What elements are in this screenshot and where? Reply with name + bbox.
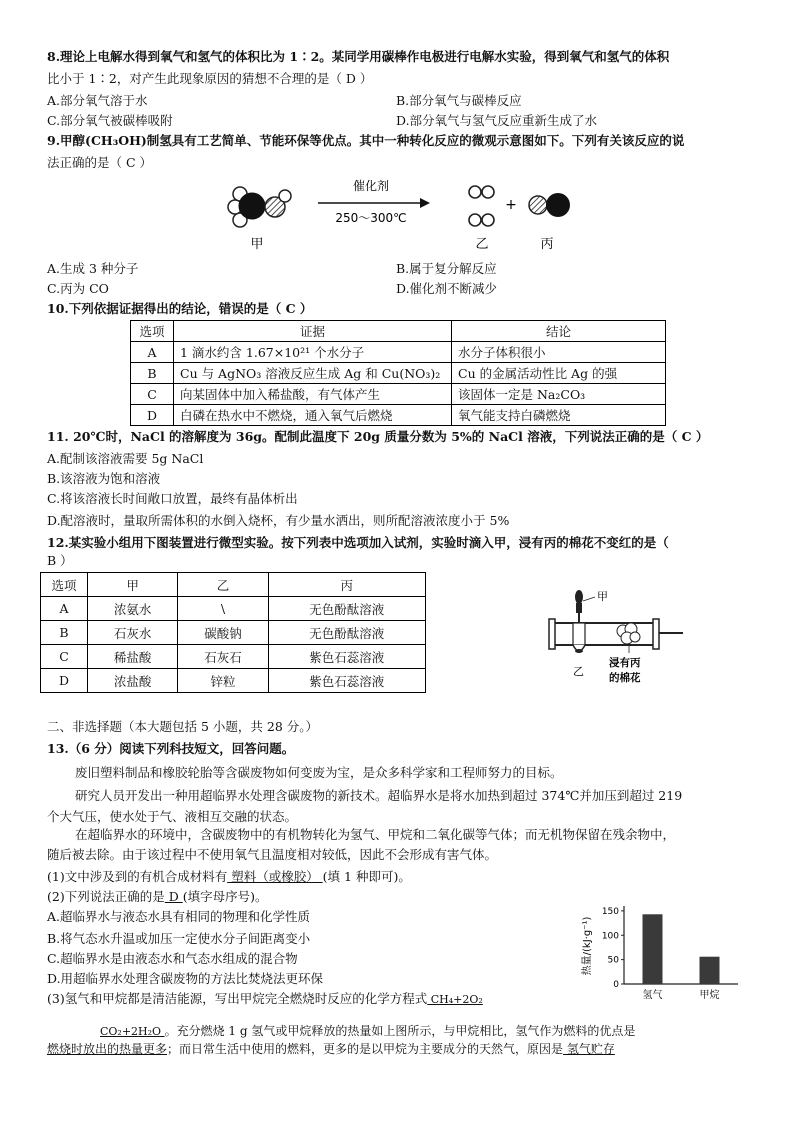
q13-paragraph-3-line2: 随后被去除。由于该过程中不使用氧气且温度相对较低，因此不会形成有害气体。: [47, 847, 498, 862]
table-cell: A: [131, 342, 174, 363]
y-tick-label: 150: [601, 906, 619, 917]
q12-stem-line2: B ）: [47, 553, 73, 568]
table-row: [131, 405, 666, 426]
q9-option-d: D.催化剂不断减少: [396, 281, 498, 296]
q9-option-c: C.丙为 CO: [47, 281, 109, 296]
y-tick-label: 0: [613, 980, 619, 990]
q8-stem-line2: 比小于 1∶2，对产生此现象原因的猜想不合理的是（ D ）: [47, 71, 373, 86]
table-cell: 向某固体中加入稀盐酸，有气体产生: [174, 384, 452, 405]
q13-sub3-text: (3)氢气和甲烷都是清洁能源，写出甲烷完全燃烧时反应的化学方程式: [47, 991, 428, 1006]
table-header-cell: 丙: [268, 573, 425, 597]
table-cell: B: [131, 363, 174, 384]
table-row: [131, 384, 666, 405]
table-row: [41, 621, 426, 645]
label-bing: 丙: [540, 237, 554, 252]
q13-sub1: [47, 868, 411, 886]
x-tick-label: 氢气: [642, 990, 663, 1001]
q13-stem: 13.（6 分）阅读下列科技短文，回答问题。: [47, 741, 295, 756]
q9-stem-line1: 9.甲醇(CH₃OH)制氢具有工艺简单、节能环保等优点。其中一种转化反应的微观示意图如下。下列有关该反应的说: [47, 133, 685, 148]
table-header-row: [131, 321, 666, 342]
q13-option-d: D.用超临界水处理含碳废物的方法比焚烧法更环保: [47, 971, 324, 986]
q9-reaction-diagram: [220, 176, 590, 256]
table-cell: 无色酚酞溶液: [268, 597, 425, 621]
hydrogen-molecules-icon: [469, 186, 494, 226]
q9-option-b: B.属于复分解反应: [396, 261, 497, 276]
q13-sub3-answer-advantage: 燃烧时放出的热量更多: [47, 1042, 168, 1056]
q12-table: [40, 572, 426, 693]
q11-option-d: D.配溶液时，量取所需体积的水倒入烧杯，有少量水洒出，则所配溶液浓度小于 5%: [47, 513, 510, 528]
arrow-head-icon: [420, 198, 430, 208]
q8-stem-line1: 8.理论上电解水得到氧气和氢气的体积比为 1∶2。某同学用碳棒作电极进行电解水实验，得到氧气和氢气的体积: [47, 49, 670, 64]
label-yi: 乙: [475, 237, 489, 252]
table-cell: 碳酸钠: [178, 621, 268, 645]
q13-paragraph-3-line1: 在超临界水的环境中，含碳废物中的有机物转化为氢气、甲烷和二氧化碳等气体；而无机物保留在残余物中，: [75, 827, 676, 842]
q13-sub1-suffix: (填 1 种即可)。: [322, 869, 411, 884]
q8-option-d: D.部分氧气与氢气反应重新生成了水: [396, 113, 598, 128]
table-cell: 白磷在热水中不燃烧，通入氧气后燃烧: [174, 405, 452, 426]
q13-sub3-mid: 。充分燃烧 1 g 氢气或甲烷释放的热量如上图所示，与甲烷相比，氢气作为燃料的优点是: [164, 1024, 636, 1038]
table-cell: 锌粒: [178, 669, 268, 693]
fig-label-yi: 乙: [573, 665, 584, 678]
table-cell: 紫色石蕊溶液: [268, 669, 425, 693]
q13-sub2-text: (2)下列说法正确的是: [47, 889, 165, 904]
table-row: [131, 363, 666, 384]
table-cell: \: [178, 597, 268, 621]
table-cell: 浓氨水: [88, 597, 178, 621]
plus-sign: +: [505, 197, 517, 213]
q10-stem: 10.下列依据证据得出的结论，错误的是（ C ）: [47, 301, 313, 316]
heat-bar-chart: [576, 896, 746, 1016]
q9-option-a: A.生成 3 种分子: [47, 261, 139, 276]
table-cell: 水分子体积很小: [452, 342, 666, 363]
q13-sub3: [47, 990, 483, 1009]
table-cell: C: [131, 384, 174, 405]
q13-sub3-equation-right: CO₂+2H₂O: [100, 1025, 165, 1038]
table-cell: A: [41, 597, 88, 621]
temperature-label: 250～300℃: [335, 211, 407, 225]
q11-stem: 11. 20℃时，NaCl 的溶解度为 36g。配制此温度下 20g 质量分数为 5%的 NaCl 溶液，下列说法正确的是（ C ）: [47, 429, 709, 444]
table-cell: 无色酚酞溶液: [268, 621, 425, 645]
y-tick-label: 100: [601, 931, 619, 942]
y-tick-label: 50: [607, 955, 619, 966]
part2-title: 二、非选择题（本大题包括 5 小题，共 28 分。）: [47, 719, 319, 734]
x-tick-label: 甲烷: [699, 990, 720, 1001]
q13-sub2: [47, 888, 267, 906]
table-cell: 紫色石蕊溶液: [268, 645, 425, 669]
table-cell: C: [41, 645, 88, 669]
q13-paragraph-2-line2: 个大气压，使水处于气、液相互交融的状态。: [47, 809, 298, 824]
table-row: [41, 669, 426, 693]
q13-option-b: B.将气态水升温或加压一定使水分子间距离变小: [47, 931, 311, 946]
table-cell: D: [41, 669, 88, 693]
methanol-molecule-icon: [228, 187, 291, 227]
y-axis-label: 热量/(kJ·g⁻¹): [582, 916, 593, 976]
q13-paragraph-1: 废旧塑料制品和橡胶轮胎等含碳废物如何变废为宝，是众多科学家和工程师努力的目标。: [75, 765, 563, 780]
q13-sub1-text: (1)文中涉及到的有机合成材料有: [47, 869, 228, 884]
q8-option-a: A.部分氧气溶于水: [47, 93, 148, 108]
table-cell: Cu 的金属活动性比 Ag 的强: [452, 363, 666, 384]
q13-sub2-answer: D: [164, 889, 183, 904]
table-header-cell: 乙: [178, 573, 268, 597]
table-cell: D: [131, 405, 174, 426]
table-cell: 稀盐酸: [88, 645, 178, 669]
glass-tube-icon: [549, 619, 683, 653]
table-cell: 石灰石: [178, 645, 268, 669]
table-cell: 石灰水: [88, 621, 178, 645]
q12-stem-line1: 12.某实验小组用下图装置进行微型实验。按下列表中选项加入试剂，实验时滴入甲，浸有丙的棉花不变红的是（: [47, 535, 669, 550]
q13-sub3-line2: [100, 1022, 635, 1041]
q13-option-a: A.超临界水与液态水具有相同的物理和化学性质: [47, 909, 311, 924]
table-row: [131, 342, 666, 363]
co-molecule-icon: [529, 193, 570, 217]
cotton-ball-icon: [617, 623, 640, 644]
q11-option-b: B.该溶液为饱和溶液: [47, 471, 161, 486]
q13-paragraph-2-line1: 研究人员开发出一种用超临界水处理含碳废物的新技术。超临界水是将水加热到超过 374℃并加压到超过 219: [75, 788, 683, 803]
q9-stem-line2: 法正确的是（ C ）: [47, 155, 153, 170]
bar-hydrogen: [643, 914, 663, 984]
q11-option-c: C.将该溶液长时间敞口放置，最终有晶体析出: [47, 491, 298, 506]
table-row: [41, 597, 426, 621]
table-cell: 氧气能支持白磷燃烧: [452, 405, 666, 426]
table-row: [41, 645, 426, 669]
q13-sub3-equation-left: CH₄+2O₂: [427, 993, 483, 1006]
q12-apparatus-figure: [545, 585, 695, 695]
table-cell: 该固体一定是 Na₂CO₃: [452, 384, 666, 405]
table-header-row: [41, 573, 426, 597]
q10-table: [130, 320, 666, 426]
table-header-cell: 证据: [174, 321, 452, 342]
q13-sub3-answer-reason: 氢气贮存: [563, 1042, 615, 1056]
table-cell: B: [41, 621, 88, 645]
q13-option-c: C.超临界水是由液态水和气态水组成的混合物: [47, 951, 298, 966]
table-cell: 浓盐酸: [88, 669, 178, 693]
fig-label-jia: 甲: [597, 590, 608, 603]
catalyst-label: 催化剂: [352, 179, 390, 193]
table-header-cell: 选项: [41, 573, 88, 597]
fig-label-cotton-1: 浸有丙: [609, 657, 641, 669]
table-header-cell: 选项: [131, 321, 174, 342]
table-cell: 1 滴水约含 1.67×10²¹ 个水分子: [174, 342, 452, 363]
q13-sub3-post: ；而日常生活中使用的燃料，更多的是以甲烷为主要成分的天然气，原因是: [167, 1042, 564, 1056]
table-header-cell: 结论: [452, 321, 666, 342]
bar-methane: [700, 957, 720, 984]
dropper-icon: [575, 590, 595, 627]
label-jia: 甲: [250, 237, 264, 252]
q8-option-b: B.部分氧气与碳棒反应: [396, 93, 522, 108]
q13-sub1-answer: 塑料（或橡胶）: [227, 869, 323, 884]
table-cell: Cu 与 AgNO₃ 溶液反应生成 Ag 和 Cu(NO₃)₂: [174, 363, 452, 384]
q11-option-a: A.配制该溶液需要 5g NaCl: [47, 451, 204, 466]
q13-sub3-line3: [47, 1040, 615, 1058]
q8-option-c: C.部分氧气被碳棒吸附: [47, 113, 173, 128]
table-header-cell: 甲: [88, 573, 178, 597]
fig-label-cotton-2: 的棉花: [609, 672, 641, 684]
q13-sub2-suffix: (填字母序号)。: [182, 889, 268, 904]
